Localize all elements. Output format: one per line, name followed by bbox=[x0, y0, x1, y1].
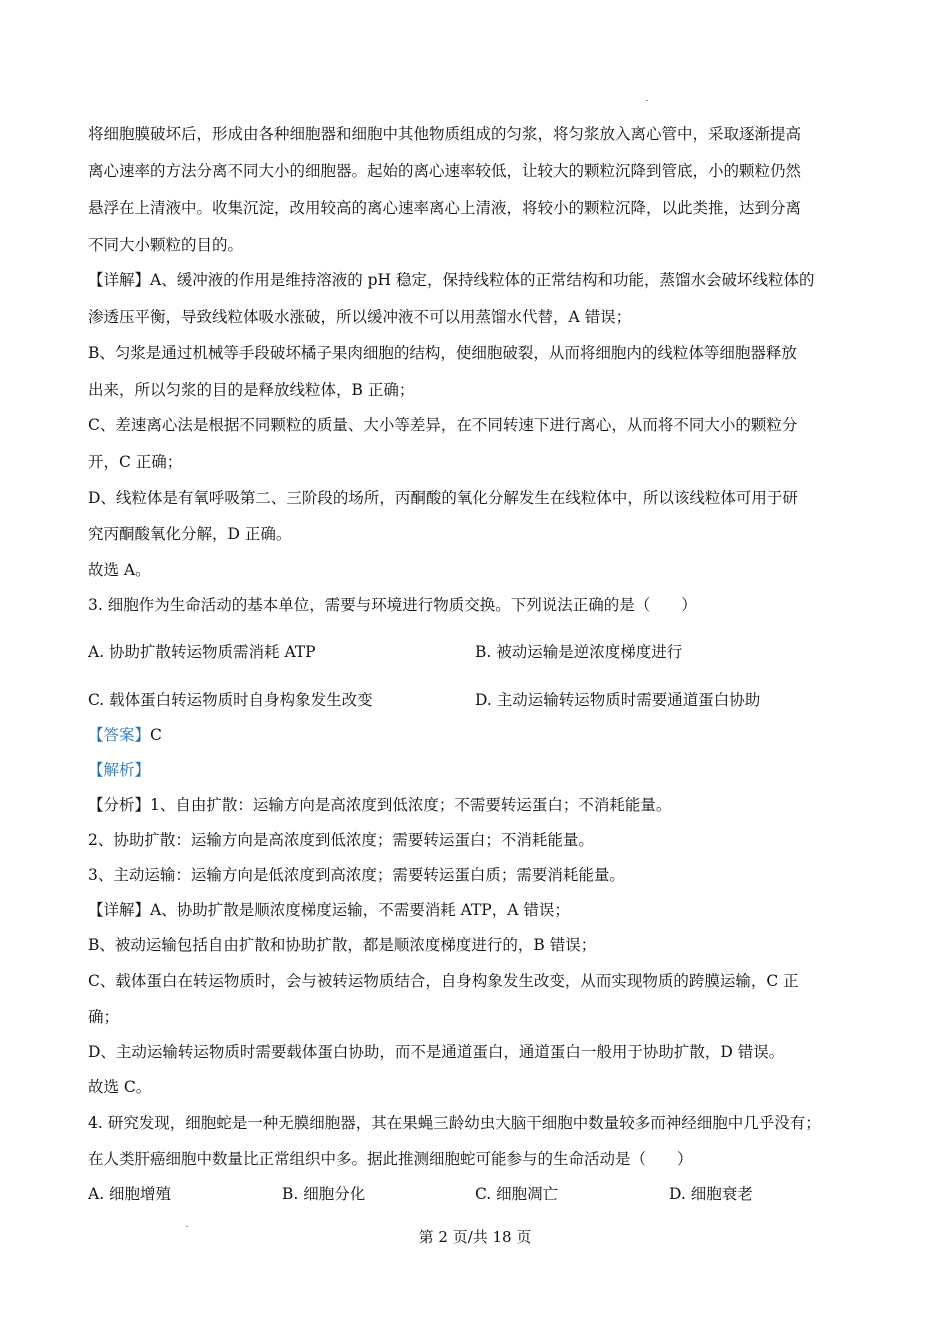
q4-option-b: B. 细胞分化 bbox=[282, 1185, 366, 1203]
q3-analysis-line-2: 2、协助扩散：运输方向是高浓度到低浓度；需要转运蛋白；不消耗能量。 bbox=[88, 831, 594, 849]
q2-detail-line-7: D、线粒体是有氧呼吸第二、三阶段的场所，丙酮酸的氧化分解发生在线粒体中，所以该线粒体可用于研 bbox=[88, 489, 798, 507]
answer-tag: 【答案】 bbox=[88, 726, 151, 744]
q3-conclusion: 故选 C。 bbox=[88, 1078, 152, 1096]
answer-value: C bbox=[150, 726, 162, 744]
q2-detail-line-6: 开，C 正确； bbox=[88, 453, 183, 471]
q3-analysis-line-3: 3、主动运输：运输方向是低浓度到高浓度；需要转运蛋白质；需要消耗能量。 bbox=[88, 866, 625, 884]
q3-analysis-line-1: 【分析】1、自由扩散：运输方向是高浓度到低浓度；不需要转运蛋白；不消耗能量。 bbox=[88, 796, 672, 814]
q3-option-c: C. 载体蛋白转运物质时自身构象发生改变 bbox=[88, 691, 373, 709]
intro-line-4: 不同大小颗粒的目的。 bbox=[88, 236, 244, 254]
scan-mark bbox=[646, 100, 648, 101]
q2-detail-line-8: 究丙酮酸氧化分解，D 正确。 bbox=[88, 525, 292, 543]
intro-line-2: 离心速率的方法分离不同大小的细胞器。起始的离心速率较低，让较大的颗粒沉降到管底，小的颗粒仍然 bbox=[88, 162, 802, 180]
q3-stem: 3. 细胞作为生命活动的基本单位，需要与环境进行物质交换。下列说法正确的是（ ） bbox=[88, 596, 697, 614]
q4-option-d: D. 细胞衰老 bbox=[669, 1185, 753, 1203]
page-footer: 第 2 页/共 18 页 bbox=[418, 1228, 532, 1246]
q3-answer-line bbox=[88, 725, 162, 745]
q2-detail-line-1: 【详解】A、缓冲液的作用是维持溶液的 pH 稳定，保持线粒体的正常结构和功能，蒸馏水会破坏线粒体的 bbox=[88, 271, 815, 289]
q3-analysis-line-5: B、被动运输包括自由扩散和协助扩散，都是顺浓度梯度进行的，B 错误； bbox=[88, 936, 597, 954]
q3-analysis-line-4: 【详解】A、协助扩散是顺浓度梯度运输，不需要消耗 ATP，A 错误； bbox=[88, 901, 570, 919]
intro-line-1: 将细胞膜破坏后，形成由各种细胞器和细胞中其他物质组成的匀浆，将匀浆放入离心管中，采取逐渐提高 bbox=[88, 125, 802, 143]
q3-analysis-line-8: D、主动运输转运物质时需要载体蛋白协助，而不是通道蛋白，通道蛋白一般用于协助扩散，D 错误。 bbox=[88, 1043, 785, 1061]
q4-stem-line-1: 4. 研究发现，细胞蛇是一种无膜细胞器，其在果蝇三龄幼虫大脑干细胞中数量较多而神经细胞中几乎没有； bbox=[88, 1114, 821, 1132]
q3-analysis-line-6: C、载体蛋白在转运物质时，会与被转运物质结合，自身构象发生改变，从而实现物质的跨膜运输，C 正 bbox=[88, 972, 799, 990]
q4-stem-line-2: 在人类肝癌细胞中数量比正常组织中多。据此推测细胞蛇可能参与的生命活动是（ ） bbox=[88, 1150, 693, 1168]
intro-line-3: 悬浮在上清液中。收集沉淀，改用较高的离心速率离心上清液，将较小的颗粒沉降，以此类推，达到分离 bbox=[88, 199, 802, 217]
q3-option-a: A. 协助扩散转运物质需消耗 ATP bbox=[88, 643, 316, 661]
q3-analysis-line-7: 确； bbox=[88, 1008, 120, 1026]
q3-option-b: B. 被动运输是逆浓度梯度进行 bbox=[475, 643, 683, 661]
q4-option-c: C. 细胞凋亡 bbox=[475, 1185, 559, 1203]
q2-detail-line-4: 出来，所以匀浆的目的是释放线粒体，B 正确； bbox=[88, 381, 415, 399]
q4-option-a: A. 细胞增殖 bbox=[88, 1185, 172, 1203]
q2-detail-line-3: B、匀浆是通过机械等手段破坏橘子果肉细胞的结构，使细胞破裂，从而将细胞内的线粒体等细胞器释放 bbox=[88, 344, 797, 362]
q2-detail-line-5: C、差速离心法是根据不同颗粒的质量、大小等差异，在不同转速下进行离心，从而将不同大小的颗粒分 bbox=[88, 416, 798, 434]
q2-detail-line-2: 渗透压平衡，导致线粒体吸水涨破，所以缓冲液不可以用蒸馏水代替，A 错误； bbox=[88, 308, 632, 326]
q3-option-d: D. 主动运输转运物质时需要通道蛋白协助 bbox=[475, 691, 761, 709]
analysis-tag: 【解析】 bbox=[88, 761, 151, 779]
q2-conclusion: 故选 A。 bbox=[88, 561, 151, 579]
